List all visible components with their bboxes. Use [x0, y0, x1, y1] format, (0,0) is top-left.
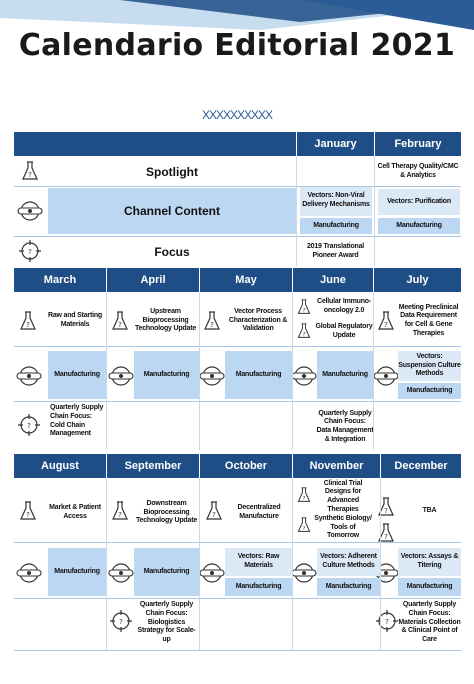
cell-dec-spotlight: TBA — [422, 506, 437, 514]
capsule-eye-icon — [291, 365, 317, 387]
capsule-eye-icon — [108, 562, 134, 584]
cell-feb-channel: Vectors: Purification — [378, 189, 460, 215]
flask-question-icon — [110, 310, 130, 332]
cell-mar-spotlight: Raw and Starting Materials — [48, 312, 102, 328]
capsule-eye-icon — [199, 562, 225, 584]
target-question-icon — [18, 414, 40, 436]
cell-nov-spotlight: Clinical Trial Designs for Advanced Therapies — [323, 479, 363, 513]
cell-sep-focus: Quarterly Supply Chain Focus: Biologistics Strategy for Scale-up — [137, 601, 196, 644]
cell-apr-spotlight: Upstream Bioprocessing Technology Update — [134, 307, 197, 333]
month-header-august: August — [14, 454, 106, 478]
flask-question-icon — [296, 298, 312, 316]
flask-question-icon — [296, 486, 312, 504]
cell-sep-spotlight: Downstream Bioprocessing Technology Update — [135, 499, 198, 525]
cell-feb-channel-manufacturing: Manufacturing — [378, 218, 460, 234]
target-question-icon — [110, 610, 132, 632]
svg-text:?: ? — [302, 331, 306, 338]
cell-sep-channel: Manufacturing — [134, 548, 199, 596]
capsule-eye-icon — [16, 365, 42, 387]
svg-text:?: ? — [26, 511, 30, 519]
cell-jun-spotlight-extra: Global Regulatory Update — [315, 323, 373, 339]
flask-question-icon — [376, 310, 396, 332]
svg-text:?: ? — [26, 321, 30, 329]
cell-jul-spotlight: Meeting Preclinical Data Requirement for Cell & Gene Therapies — [398, 303, 459, 337]
flask-question-icon — [376, 496, 396, 518]
cell-nov-spotlight-extra: Synthetic Biology/ Tools of Tomorrow — [314, 514, 372, 540]
cell-apr-channel: Manufacturing — [134, 351, 199, 399]
month-header-july: July — [374, 268, 461, 292]
cell-nov-channel: Vectors: Adherent Culture Methods — [317, 548, 380, 576]
svg-text:?: ? — [302, 307, 306, 314]
capsule-eye-icon — [16, 562, 42, 584]
svg-text:?: ? — [28, 171, 32, 179]
svg-text:?: ? — [302, 495, 306, 502]
svg-text:?: ? — [119, 618, 123, 626]
cell-jul-channel-extra: Manufacturing — [398, 383, 461, 399]
month-header-march: March — [14, 268, 106, 292]
cell-jan-channel-manufacturing: Manufacturing — [300, 218, 372, 234]
capsule-eye-icon — [199, 365, 225, 387]
cell-may-channel: Manufacturing — [225, 351, 292, 399]
cell-aug-channel: Manufacturing — [48, 548, 106, 596]
flask-question-icon — [110, 500, 130, 522]
svg-text:?: ? — [385, 618, 389, 626]
page-title: Calendario Editorial 2021 — [18, 28, 456, 63]
cell-feb-focus — [375, 240, 461, 264]
target-question-icon — [19, 240, 41, 262]
cell-aug-spotlight: Market & Patient Access — [49, 504, 101, 520]
row-label-focus: Focus — [154, 245, 190, 259]
cell-mar-focus: Quarterly Supply Chain Focus: Cold Chain Management — [50, 404, 104, 438]
flask-question-icon — [202, 310, 222, 332]
svg-text:?: ? — [27, 422, 31, 430]
svg-text:?: ? — [28, 248, 32, 256]
cell-mar-channel: Manufacturing — [48, 351, 106, 399]
flask-question-icon — [296, 516, 312, 534]
month-header-january: January — [297, 132, 374, 156]
row-label-channel-content: Channel Content — [48, 188, 296, 234]
flask-question-icon — [18, 500, 38, 522]
capsule-eye-icon — [108, 365, 134, 387]
cell-feb-spotlight: Cell Therapy Quality/CMC & Analytics — [377, 163, 459, 179]
month-header-december: December — [381, 454, 461, 478]
cell-may-spotlight: Vector Process Characterization & Validation — [228, 307, 288, 333]
cell-jun-spotlight: Cellular Immuno-oncology 2.0 — [317, 298, 371, 314]
capsule-eye-icon — [373, 365, 399, 387]
cell-dec-channel: Vectors: Assays & Titering — [398, 548, 461, 576]
row-label-spotlight: Spotlight — [146, 165, 198, 179]
svg-text:?: ? — [118, 321, 122, 329]
cell-jan-spotlight — [297, 160, 374, 184]
cell-jan-focus: 2019 Translational Pioneer Award — [306, 243, 365, 259]
flask-question-icon — [20, 160, 40, 182]
flask-question-icon — [296, 322, 312, 340]
cell-oct-channel: Vectors: Raw Materials — [225, 548, 292, 576]
cell-dec-focus: Quarterly Supply Chain Focus: Materials Collection & Clinical Point of Care — [398, 601, 461, 644]
cell-oct-spotlight: Decentralized Manufacture — [237, 504, 281, 520]
cell-oct-channel-extra: Manufacturing — [225, 578, 292, 596]
capsule-eye-icon — [291, 562, 317, 584]
flask-question-icon — [376, 522, 396, 544]
svg-text:?: ? — [384, 533, 388, 541]
month-header-october: October — [200, 454, 292, 478]
cell-jun-channel: Manufacturing — [317, 351, 373, 399]
month-header-february: February — [375, 132, 461, 156]
svg-text:?: ? — [384, 321, 388, 329]
flask-question-icon — [18, 310, 38, 332]
svg-text:?: ? — [212, 511, 216, 519]
cell-dec-channel-extra: Manufacturing — [398, 578, 461, 596]
month-header-november: November — [293, 454, 380, 478]
divider-decoration: XXXXXXXXXX — [201, 108, 273, 122]
month-header-june: June — [293, 268, 373, 292]
month-header-september: September — [107, 454, 199, 478]
cell-jul-channel: Vectors: Suspension Culture Methods — [398, 351, 461, 381]
cell-nov-channel-extra: Manufacturing — [317, 578, 380, 596]
svg-text:?: ? — [384, 507, 388, 515]
capsule-eye-icon — [17, 200, 43, 222]
cell-jun-focus: Quarterly Supply Chain Focus: Data Management & Integration — [316, 409, 374, 443]
top-header-blank — [14, 132, 296, 156]
cell-jan-channel: Vectors: Non-Viral Delivery Mechanisms — [300, 186, 372, 216]
svg-text:?: ? — [302, 525, 306, 532]
flask-question-icon — [204, 500, 224, 522]
svg-text:?: ? — [210, 321, 214, 329]
month-header-may: May — [200, 268, 292, 292]
svg-text:?: ? — [118, 511, 122, 519]
month-header-april: April — [107, 268, 199, 292]
